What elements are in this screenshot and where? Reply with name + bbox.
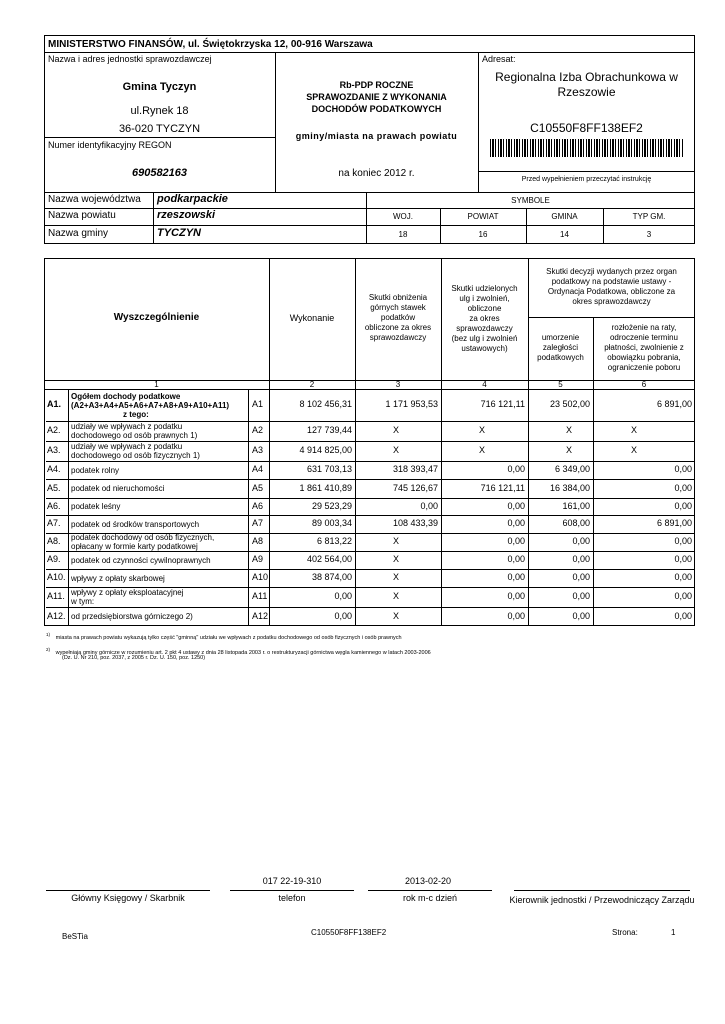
row-description [71,574,165,583]
row-value-col-4: 0,00 [507,500,525,511]
row-divider [46,498,694,499]
row-code: A6 [252,500,264,511]
report-title-3: DOCHODÓW PODATKOWYCH [311,104,442,114]
row-value-col-4: X [479,445,486,455]
row-value-col-5: X [566,425,573,435]
row-value-col-2: 1 861 410,89 [299,482,352,493]
row-value-col-6: 0,00 [674,572,692,582]
col-number-3: 3 [395,380,401,389]
row-description [71,484,164,493]
row-value-col-4: 0,00 [507,536,525,546]
row-code: A8 [252,536,264,546]
page-label: Strona: [612,928,638,937]
row-description-line: podatek od czynności cywilnoprawnych [71,555,211,565]
row-value-col-3: 1 171 953,53 [385,399,438,409]
row-code: A1 [252,399,264,409]
county-value: rzeszowski [157,209,216,221]
col-header-spec: Wyszczególnienie [113,312,200,323]
row-description-line: (A2+A3+A4+A5+A6+A7+A8+A9+A10+A11) [71,400,230,410]
sym-header-powiat: POWIAT [467,212,499,221]
row-value-col-5: 6 349,00 [554,464,590,474]
row-value-col-2: 38 874,00 [311,572,352,582]
row-value-col-6: 6 891,00 [656,399,692,409]
row-value-col-2: 6 813,22 [316,536,352,546]
row-number: A4. [47,464,61,474]
voivodeship-label: Nazwa województwa [48,194,141,205]
row-value-col-5: 0,00 [572,536,590,546]
col-header-c4: Skutki udzielonych ulg i zwolnień, obliczone za okres sprawozdawczy (bez ulg i zwolnień ustawowych) [451,284,518,353]
addressee-line-2: Rzeszowie [557,85,616,99]
col-header-c3: Skutki obniżenia górnych stawek podatków obliczone za okres sprawozdawczy [364,293,432,342]
row-value-col-6: 0,00 [674,554,692,564]
row-value-col-2: 127 739,44 [306,425,352,435]
county-label: Nazwa powiatu [48,210,116,221]
row-value-col-2: 4 914 825,00 [299,445,352,455]
row-value-col-3: X [393,572,400,582]
row-description-line: podatek leśny [71,502,121,511]
accountant-label: Główny Księgowy / Skarbnik [71,893,185,903]
sym-header-woj: WOJ. [393,212,413,221]
row-value-col-5: 608,00 [562,518,590,528]
col-header-c6: rozłożenie na raty, odroczenie terminu płatności, zwolnienie z obowiązku pobrania, ograniczenie poboru [604,323,684,372]
row-value-col-4: 0,00 [507,518,525,528]
row-description-line: podatek od nieruchomości [71,484,165,493]
date-label: rok m-c dzień [402,893,457,903]
addressee-label: Adresat: [482,54,516,64]
row-value-col-4: 0,00 [507,464,525,474]
document-code: C10550F8FF138EF2 [530,121,643,135]
row-value-col-5: 23 502,00 [549,399,590,409]
sym-value-powiat: 16 [478,230,488,239]
col-header-exec: Wykonanie [289,313,335,323]
col-header-c5: umorzenie zaległości podatkowych [537,333,584,362]
row-code: A3 [252,445,264,455]
row-description-line: w tym: [71,597,95,606]
row-value-col-3: 318 393,47 [392,464,438,474]
row-description-line: podatek rolny [71,465,120,475]
instructions-note: Przed wypełnieniem przeczytać instrukcję [521,176,652,183]
row-description-line: podatek dochodowy od osób fizycznych, [71,533,215,542]
manager-label: Kierownik jednostki / Przewodniczący Zarządu [509,895,695,905]
row-description-line: podatek od środków transportowych [71,519,200,529]
footnote-2-mark: 2) [46,647,51,652]
software-name: BeSTia [62,932,88,941]
row-value-col-6: 0,00 [674,591,692,601]
row-description-line: Ogółem dochody podatkowe [71,391,181,401]
manager-signature-line [514,890,690,891]
row-divider [46,551,694,552]
row-value-col-2: 89 003,34 [311,518,352,528]
row-value-col-6: 0,00 [674,464,692,474]
footnote-1-mark: 1) [46,632,51,637]
row-description-line: wpływy z opłaty eksploatacyjnej [71,588,184,597]
row-divider [46,461,694,462]
row-value-col-3: X [393,610,400,621]
row-description [71,422,197,440]
row-divider [46,569,694,570]
date-line [368,890,492,891]
report-title-2: SPRAWOZDANIE Z WYKONANIA [306,92,447,102]
row-value-col-2: 631 703,13 [306,464,352,474]
col-number-5: 5 [558,380,563,389]
row-value-col-6: 0,00 [674,500,692,511]
row-value-col-3: 0,00 [420,500,438,511]
row-divider [46,607,694,608]
row-value-col-2: 29 523,29 [311,500,352,511]
footnote-2-text: wypełniają gminy górnicze w rozumieniu art. 2 pkt 4 ustawy z dnia 28 listopada 2003 r. o restrukturyzacji górnictwa węgla kamiennego w latach 2003-2006 [55,649,431,656]
row-code: A2 [252,425,264,435]
row-number: A12. [47,610,66,621]
footnote-1 [46,632,402,641]
row-value-col-4: 0,00 [507,591,525,601]
row-value-col-3: X [393,445,400,455]
addressee-line-1: Regionalna Izba Obrachunkowa w [495,70,678,84]
row-value-col-6: 0,00 [674,482,692,493]
row-value-col-6: 0,00 [674,610,692,621]
row-description [71,466,119,475]
commune-label: Nazwa gminy [48,228,109,239]
col-number-4: 4 [482,380,487,389]
row-number: A10. [47,572,66,582]
row-description-line: udziały we wpływach z podatku [71,442,183,451]
row-value-col-3: X [393,591,400,601]
report-title-1: Rb-PDP ROCZNE [339,80,414,90]
row-description-line: dochodowego od osób prawnych 1) [71,431,198,440]
regon-value: 690582163 [131,167,188,179]
report-period: na koniec 2012 r. [338,168,415,179]
row-description-line: z tego: [123,409,149,419]
row-value-col-6: X [631,425,638,435]
row-value-col-4: 716 121,11 [480,399,525,409]
row-number: A6. [47,500,61,511]
barcode-image [490,139,683,157]
row-value-col-3: X [393,554,400,564]
unit-label: Nazwa i adres jednostki sprawozdawczej [48,54,212,64]
accountant-signature-line [46,890,210,891]
row-divider [46,479,694,480]
report-subtitle: gminy/miasta na prawach powiatu [295,131,458,141]
row-value-col-5: 16 384,00 [549,482,590,493]
row-description [71,556,211,565]
row-number: A5. [47,482,61,493]
row-description [71,502,120,511]
sym-value-typ: 3 [646,230,652,239]
row-value-col-6: X [631,445,638,455]
commune-value: TYCZYN [157,227,201,239]
row-value-col-5: 0,00 [572,572,590,582]
page-number: 1 [671,928,676,937]
row-description [71,533,214,551]
row-description-line: wpływy z opłaty skarbowej [71,573,165,583]
row-code: A5 [252,482,264,493]
row-description-line: dochodowego od osób fizycznych 1) [71,451,200,460]
regon-label: Numer identyfikacyjny REGON [48,140,172,150]
row-value-col-4: 0,00 [507,554,525,564]
row-number: A7. [47,518,61,528]
row-number: A2. [47,425,61,435]
row-value-col-2: 8 102 456,31 [299,399,352,409]
col-header-c56: Skutki decyzji wydanych przez organ podatkowy na podstawie ustawy - Ordynacja Podatkowa, obliczone za okres sprawozdawczy [546,267,677,306]
row-code: A12 [252,610,269,621]
col-number-2: 2 [309,380,315,389]
row-value-col-4: 0,00 [507,610,525,621]
voivodeship-value: podkarpackie [157,193,228,205]
row-value-col-4: X [479,425,486,435]
row-value-col-2: 0,00 [334,610,352,621]
row-description [71,588,184,606]
col-number-1: 1 [154,380,159,389]
unit-street: ul.Rynek 18 [130,105,189,117]
unit-name: Gmina Tyczyn [122,81,197,93]
sym-header-typ: TYP GM. [632,212,666,221]
date-value: 2013-02-20 [404,876,452,886]
row-value-col-6: 6 891,00 [656,518,692,528]
row-value-col-5: 0,00 [572,591,590,601]
row-description-line: opłacany w formie karty podatkowej [71,542,198,551]
row-value-col-4: 716 121,11 [480,482,525,493]
row-number: A3. [47,445,61,455]
footer-code: C10550F8FF138EF2 [311,928,387,937]
row-divider [46,515,694,516]
row-number: A9. [47,554,61,564]
row-value-col-5: 161,00 [562,500,590,511]
col-number-6: 6 [641,380,647,389]
row-code: A11 [252,591,268,601]
symbols-label: SYMBOLE [511,196,550,205]
phone-line [230,890,354,891]
row-number: A11. [47,591,65,601]
sym-value-gmina: 14 [560,230,569,239]
row-description [71,520,199,529]
row-description [71,392,229,419]
row-description [71,442,200,460]
row-code: A4 [252,464,264,474]
phone-value: 017 22-19-310 [262,876,322,886]
row-number: A8. [47,536,61,546]
row-description-line: od przedsiębiorstwa górniczego 2) [71,612,193,621]
row-value-col-5: X [566,445,573,455]
row-value-col-5: 0,00 [572,554,590,564]
sym-value-woj: 18 [398,230,408,239]
sym-header-gmina: GMINA [551,212,578,221]
row-value-col-3: 108 433,39 [392,518,438,528]
row-code: A7 [252,518,264,528]
row-value-col-3: X [393,536,400,546]
unit-city: 36-020 TYCZYN [118,123,201,135]
row-number: A1. [47,399,62,409]
ministry-line: MINISTERSTWO FINANSÓW, ul. Świętokrzyska 12, 00-916 Warszawa [48,39,373,50]
row-value-col-3: 745 126,67 [392,482,438,493]
footnote-1-text: miasta na prawach powiatu wykazują tylko część "gminną" udziału we wpływach z podatku dochodowego od osób fizycznych i osób prawnych [55,634,402,641]
row-description-line: udziały we wpływach z podatku [71,422,183,431]
row-value-col-5: 0,00 [572,610,590,621]
row-code: A9 [252,554,264,564]
phone-label: telefon [278,893,306,903]
row-value-col-6: 0,00 [674,536,692,546]
row-value-col-2: 402 564,00 [306,554,352,564]
row-code: A10 [252,572,269,582]
footnote-2b: (Dz. U. Nr 210, poz. 2037, z 2005 r. Dz. U. 150, poz. 1250) [62,655,206,661]
row-value-col-4: 0,00 [507,572,525,582]
row-description [71,612,193,621]
row-value-col-3: X [393,425,400,435]
row-value-col-2: 0,00 [334,591,352,601]
